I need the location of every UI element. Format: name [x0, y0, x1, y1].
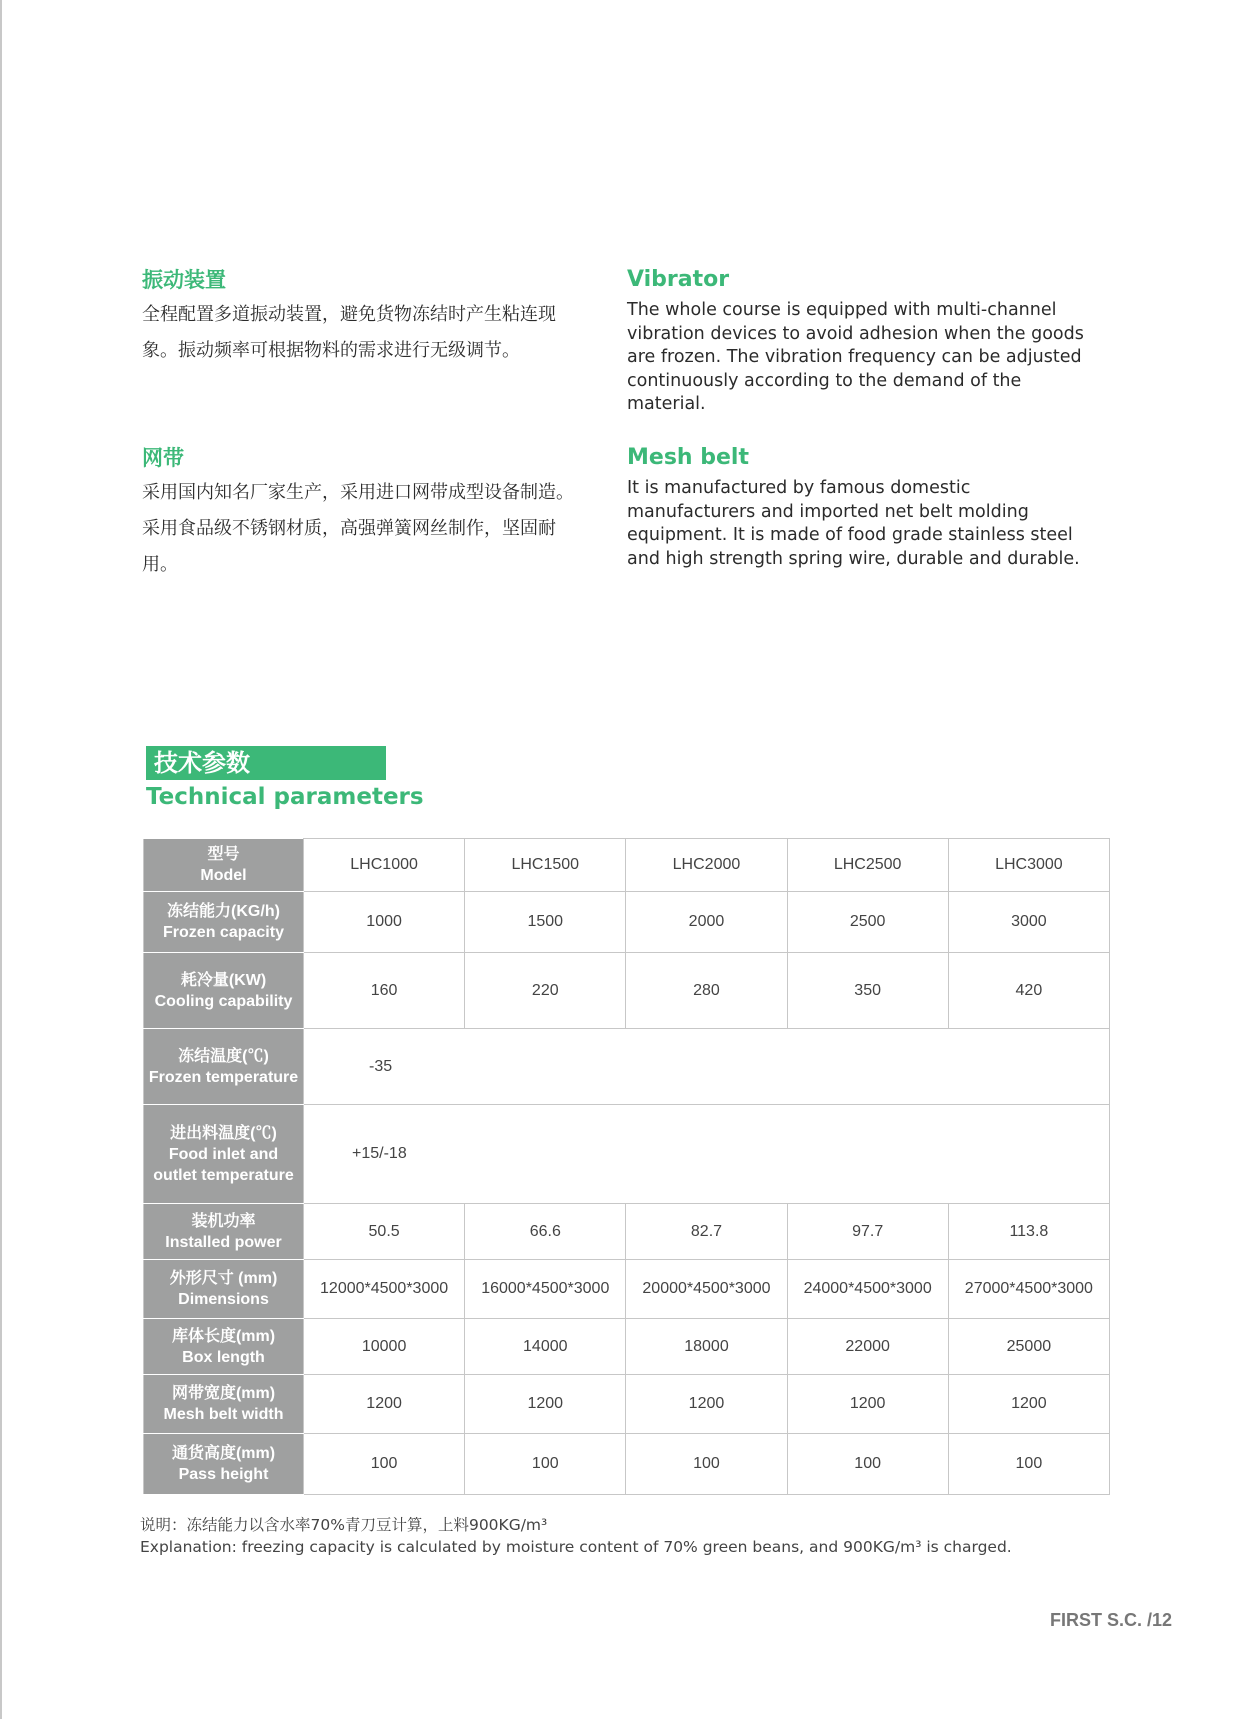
row-label [144, 1319, 304, 1375]
table-cell: 24000*4500*3000 [787, 1260, 948, 1319]
row-label-en: Box length [182, 1348, 265, 1366]
table-row [144, 839, 1110, 892]
spec-table [143, 838, 1110, 1495]
table-cell: LHC1500 [465, 839, 626, 892]
row-label [144, 1105, 304, 1204]
row-label-en: Frozen capacity [163, 924, 284, 941]
explanation-note [140, 1514, 1012, 1558]
table-cell: LHC2500 [787, 839, 948, 892]
table-cell: 1200 [626, 1375, 787, 1434]
row-label-en: Installed power [165, 1233, 282, 1251]
table-cell: 1200 [465, 1375, 626, 1434]
table-cell: 100 [465, 1434, 626, 1495]
table-cell: 10000 [304, 1319, 465, 1375]
table-cell: 420 [948, 953, 1109, 1029]
mesh-belt-en-block [627, 443, 1097, 571]
row-label-cn: 装机功率 [191, 1212, 256, 1230]
table-cell: 25000 [948, 1319, 1109, 1375]
row-label-cn: 型号 [207, 846, 240, 863]
mesh-belt-cn-title: 网带 [142, 446, 184, 470]
table-cell: 50.5 [304, 1204, 465, 1260]
row-label-en: Model [200, 867, 247, 884]
vibrator-cn-text: 全程配置多道振动装置，避免货物冻结时产生粘连现象。振动频率可根据物料的需求进行无级调节。 [142, 304, 556, 361]
mesh-belt-en-text: It is manufactured by famous domestic manufacturers and imported net belt molding equipment. It is made of food grade stainless steel and high strength spring wire, durable and durable. [627, 478, 1080, 569]
table-cell: 280 [626, 953, 787, 1029]
table-cell: 20000*4500*3000 [626, 1260, 787, 1319]
explanation-note-en: Explanation: freezing capacity is calculated by moisture content of 70% green beans, and 900KG/m³ is charged. [140, 1538, 1012, 1556]
table-cell: 1200 [787, 1375, 948, 1434]
table-cell: 66.6 [465, 1204, 626, 1260]
table-cell: 82.7 [626, 1204, 787, 1260]
row-label [144, 1375, 304, 1434]
explanation-note-cn: 说明：冻结能力以含水率70%青刀豆计算，上料900KG/m³ [140, 1516, 548, 1534]
table-cell: 2000 [626, 892, 787, 953]
tech-params-en-title: Technical parameters [146, 784, 424, 810]
row-label [144, 953, 304, 1029]
row-label-cn: 网带宽度(mm) [171, 1385, 276, 1402]
table-cell: LHC3000 [948, 839, 1109, 892]
vibrator-en-text: The whole course is equipped with multi-channel vibration devices to avoid adhesion when the goods are frozen. The vibration frequency can be adjusted continuously according to the demand of the material. [627, 300, 1084, 414]
mesh-belt-cn-block [142, 443, 582, 583]
row-label-cn: 外形尺寸 (mm) [169, 1270, 278, 1287]
row-label-en: Mesh belt width [163, 1406, 284, 1423]
table-cell: 22000 [787, 1319, 948, 1375]
table-cell: 14000 [465, 1319, 626, 1375]
tech-params-cn-title: 技术参数 [146, 746, 386, 780]
table-row [144, 1375, 1110, 1434]
row-label-cn: 进出料温度(℃) [170, 1124, 277, 1142]
vibrator-cn-block [142, 265, 582, 369]
row-label [144, 1434, 304, 1495]
row-label-cn: 冻结能力(KG/h) [167, 903, 280, 920]
row-label [144, 839, 304, 892]
row-label-cn: 冻结温度(℃) [178, 1047, 269, 1065]
row-label-en: Food inlet and outlet temperature [153, 1145, 294, 1184]
table-cell: 2500 [787, 892, 948, 953]
table-cell: 18000 [626, 1319, 787, 1375]
page-footer: FIRST S.C. /12 [1049, 1610, 1172, 1630]
row-label-en: Dimensions [178, 1291, 269, 1308]
table-cell: 113.8 [948, 1204, 1109, 1260]
row-label-cn: 通货高度(mm) [171, 1445, 276, 1462]
table-row [144, 1434, 1110, 1495]
mesh-belt-cn-text: 采用国内知名厂家生产，采用进口网带成型设备制造。采用食品级不锈钢材质，高强弹簧网丝制作，坚固耐用。 [142, 482, 574, 575]
table-cell: 16000*4500*3000 [465, 1260, 626, 1319]
vibrator-en-block [627, 265, 1087, 417]
vibrator-cn-title: 振动装置 [142, 268, 226, 292]
row-label-en: Frozen temperature [148, 1068, 299, 1086]
table-cell: 1500 [465, 892, 626, 953]
table-row [144, 1204, 1110, 1260]
table-cell: 27000*4500*3000 [948, 1260, 1109, 1319]
vibrator-en-title: Vibrator [627, 267, 730, 292]
row-label-en: Cooling capability [154, 992, 293, 1010]
page-edge-line [0, 0, 2, 1719]
table-cell-merged: +15/-18 [304, 1105, 1110, 1204]
table-row [144, 1029, 1110, 1105]
table-cell-merged: -35 [304, 1029, 1110, 1105]
row-label [144, 892, 304, 953]
table-cell: 160 [304, 953, 465, 1029]
table-cell: 350 [787, 953, 948, 1029]
mesh-belt-en-title: Mesh belt [627, 445, 749, 470]
table-row [144, 953, 1110, 1029]
table-cell: 220 [465, 953, 626, 1029]
table-cell: LHC1000 [304, 839, 465, 892]
table-cell: 1200 [948, 1375, 1109, 1434]
table-cell: 1200 [304, 1375, 465, 1434]
table-cell: 100 [787, 1434, 948, 1495]
table-cell: 100 [304, 1434, 465, 1495]
table-cell: 1000 [304, 892, 465, 953]
table-cell: 97.7 [787, 1204, 948, 1260]
table-row [144, 1260, 1110, 1319]
table-row [144, 1319, 1110, 1375]
table-row [144, 1105, 1110, 1204]
table-row [144, 892, 1110, 953]
table-cell: 3000 [948, 892, 1109, 953]
row-label [144, 1260, 304, 1319]
row-label-cn: 耗冷量(KW) [180, 971, 267, 989]
table-cell: 12000*4500*3000 [304, 1260, 465, 1319]
table-cell: LHC2000 [626, 839, 787, 892]
row-label-en: Pass height [178, 1466, 269, 1483]
row-label-cn: 库体长度(mm) [171, 1327, 276, 1345]
row-label [144, 1029, 304, 1105]
table-cell: 100 [948, 1434, 1109, 1495]
table-cell: 100 [626, 1434, 787, 1495]
row-label [144, 1204, 304, 1260]
